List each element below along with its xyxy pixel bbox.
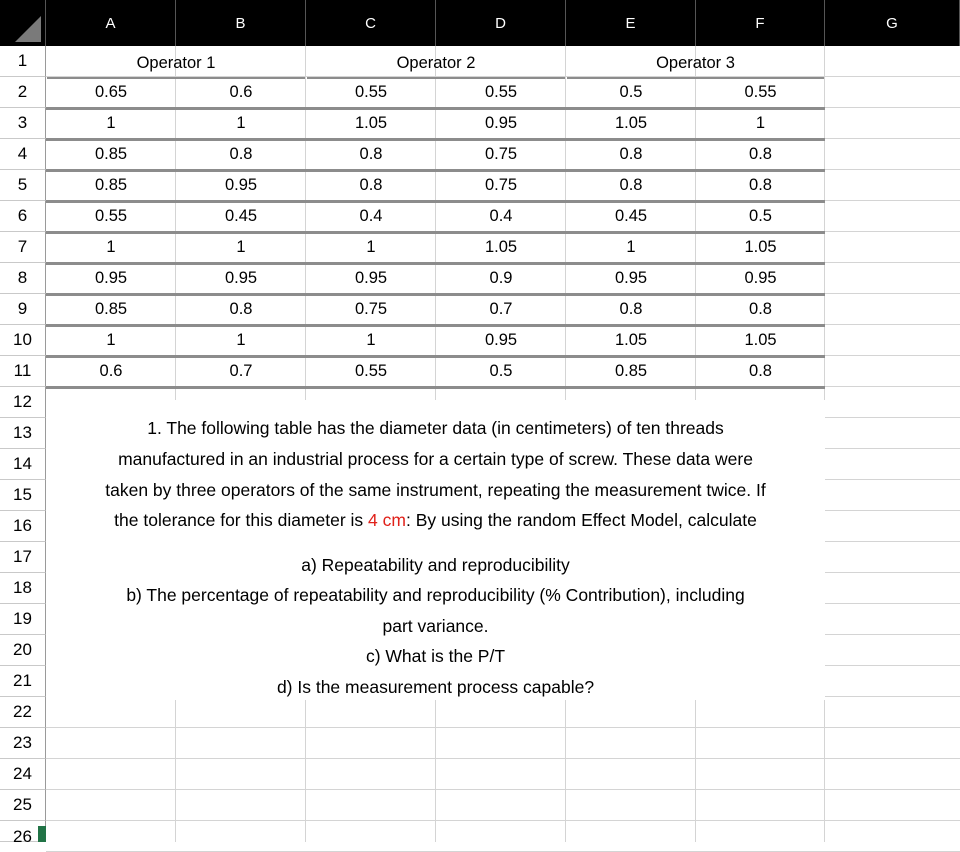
row-gridline <box>46 820 960 821</box>
row-header-2[interactable]: 2 <box>0 77 46 108</box>
data-cell[interactable]: 0.8 <box>749 300 772 318</box>
data-cell[interactable]: 1.05 <box>744 331 777 349</box>
data-cell[interactable]: 0.55 <box>354 362 388 380</box>
data-cell[interactable]: 0.8 <box>619 145 643 163</box>
row-header-18[interactable]: 18 <box>0 573 46 604</box>
data-cell[interactable]: 1 <box>236 331 246 349</box>
row-header-14[interactable]: 14 <box>0 449 46 480</box>
data-cell[interactable]: 0.95 <box>484 114 518 132</box>
problem-line-1: 1. The following table has the diameter data (in centimeters) of ten threads <box>147 418 724 438</box>
row-header-1[interactable]: 1 <box>0 46 46 77</box>
data-cell[interactable]: 0.8 <box>359 145 383 163</box>
data-cell[interactable]: 0.75 <box>484 145 518 163</box>
data-cell[interactable]: 0.4 <box>489 207 513 225</box>
data-cell[interactable]: 0.45 <box>224 207 258 225</box>
data-cell[interactable]: 1 <box>236 114 246 132</box>
row-header-22[interactable]: 22 <box>0 697 46 728</box>
row-header-12[interactable]: 12 <box>0 387 46 418</box>
row-header-23[interactable]: 23 <box>0 728 46 759</box>
data-cell[interactable]: 1.05 <box>354 114 388 132</box>
row-header-21[interactable]: 21 <box>0 666 46 697</box>
data-cell[interactable]: 1.05 <box>614 331 648 349</box>
data-cell[interactable]: 0.85 <box>94 145 128 163</box>
data-cell[interactable]: 0.55 <box>484 83 518 101</box>
column-header-d[interactable]: D <box>436 0 566 46</box>
data-cell[interactable]: 0.55 <box>94 207 128 225</box>
row-header-19[interactable]: 19 <box>0 604 46 635</box>
data-cell[interactable]: 0.6 <box>99 362 123 380</box>
data-cell[interactable]: 0.85 <box>94 300 128 318</box>
select-all-corner[interactable] <box>0 0 46 46</box>
row-header-6[interactable]: 6 <box>0 201 46 232</box>
problem-line-4-start: the tolerance for this diameter is <box>114 510 369 530</box>
data-cell[interactable]: 1.05 <box>744 238 777 256</box>
row-gridline <box>46 758 960 759</box>
row-header-10[interactable]: 10 <box>0 325 46 356</box>
row-header-16[interactable]: 16 <box>0 511 46 542</box>
row-header-8[interactable]: 8 <box>0 263 46 294</box>
data-cell[interactable]: 0.45 <box>614 207 648 225</box>
data-cell[interactable]: 0.65 <box>94 83 128 101</box>
column-header-g[interactable]: G <box>825 0 960 46</box>
data-cell[interactable]: 0.95 <box>94 269 128 287</box>
data-cell[interactable]: 1 <box>626 238 636 256</box>
row-header-4[interactable]: 4 <box>0 139 46 170</box>
data-cell[interactable]: 0.75 <box>354 300 388 318</box>
row-header-7[interactable]: 7 <box>0 232 46 263</box>
problem-line-4 <box>46 509 825 531</box>
row-header-13[interactable]: 13 <box>0 418 46 449</box>
data-cell[interactable]: 1 <box>366 238 376 256</box>
data-cell[interactable]: 0.5 <box>489 362 513 380</box>
problem-text-box[interactable] <box>46 400 825 700</box>
data-cell[interactable]: 1.05 <box>484 238 518 256</box>
data-cell[interactable]: 1 <box>755 114 766 132</box>
row-header-20[interactable]: 20 <box>0 635 46 666</box>
row-header-5[interactable]: 5 <box>0 170 46 201</box>
row-header-24[interactable]: 24 <box>0 759 46 790</box>
data-cell[interactable]: 0.7 <box>229 362 253 380</box>
data-cell[interactable]: 0.9 <box>489 269 513 287</box>
problem-line-3: taken by three operators of the same instrument, repeating the measurement twice. If <box>105 480 766 500</box>
data-cell[interactable]: 0.55 <box>744 83 777 101</box>
operator-header-2: Operator 2 <box>396 53 476 72</box>
data-cell[interactable]: 0.8 <box>359 176 383 194</box>
column-header-b[interactable]: B <box>176 0 306 46</box>
problem-line-4-end: : By using the random Effect Model, calculate <box>405 510 757 530</box>
data-cell[interactable]: 0.4 <box>359 207 383 225</box>
column-header-f[interactable]: F <box>696 0 825 46</box>
row-header-11[interactable]: 11 <box>0 356 46 387</box>
data-cell[interactable]: 0.5 <box>619 83 643 101</box>
data-cell[interactable]: 0.8 <box>749 145 772 163</box>
data-cell[interactable]: 0.8 <box>229 145 253 163</box>
data-cell[interactable]: 1 <box>106 238 116 256</box>
data-cell[interactable]: 0.8 <box>749 362 772 380</box>
data-cell[interactable]: 0.7 <box>489 300 513 318</box>
column-header-e[interactable]: E <box>566 0 696 46</box>
operator-header-1: Operator 1 <box>136 53 216 72</box>
row-separator <box>46 386 825 389</box>
data-cell[interactable]: 1 <box>106 114 116 132</box>
data-cell[interactable]: 1 <box>366 331 376 349</box>
row-header-3[interactable]: 3 <box>0 108 46 139</box>
data-cell[interactable]: 1 <box>106 331 116 349</box>
row-header-25[interactable]: 25 <box>0 790 46 821</box>
question-c: c) What is the P/T <box>365 646 506 666</box>
data-cell[interactable]: 0.85 <box>614 362 648 380</box>
data-cell[interactable]: 0.55 <box>354 83 388 101</box>
operator-header-3: Operator 3 <box>656 53 735 72</box>
question-a: a) Repeatability and reproducibility <box>301 555 570 575</box>
row-header-26[interactable]: 26 <box>0 821 46 842</box>
column-header-c[interactable]: C <box>306 0 436 46</box>
row-header-17[interactable]: 17 <box>0 542 46 573</box>
data-cell[interactable]: 0.8 <box>619 300 643 318</box>
data-cell[interactable]: 0.95 <box>614 269 648 287</box>
problem-line-2: manufactured in an industrial process for a certain type of screw. These data were <box>118 449 753 469</box>
question-b: b) The percentage of repeatability and reproducibility (% Contribution), including <box>126 585 745 605</box>
data-cell[interactable]: 0.95 <box>484 331 518 349</box>
data-cell[interactable]: 0.8 <box>749 176 772 194</box>
data-cell[interactable]: 0.95 <box>744 269 777 287</box>
tolerance-value: 4 cm <box>368 510 406 530</box>
row-gridline <box>46 727 960 728</box>
data-cell[interactable]: 0.95 <box>354 269 388 287</box>
data-cell[interactable]: 0.6 <box>229 83 253 101</box>
row-gridline <box>46 789 960 790</box>
row-header-9[interactable]: 9 <box>0 294 46 325</box>
question-d: d) Is the measurement process capable? <box>276 677 595 697</box>
column-header-a[interactable]: A <box>46 0 176 46</box>
data-cell[interactable]: 0.5 <box>749 207 772 225</box>
active-row-indicator <box>38 826 46 842</box>
data-cell[interactable]: 0.85 <box>94 176 128 194</box>
data-cell[interactable]: 1 <box>236 238 246 256</box>
data-cell[interactable]: 0.95 <box>224 176 258 194</box>
data-cell[interactable]: 0.95 <box>224 269 258 287</box>
data-cell[interactable]: 0.75 <box>484 176 518 194</box>
select-all-triangle-icon <box>15 16 41 42</box>
data-cell[interactable]: 1.05 <box>614 114 648 132</box>
row-header-15[interactable]: 15 <box>0 480 46 511</box>
data-cell[interactable]: 0.8 <box>229 300 253 318</box>
question-b-continued: part variance. <box>382 616 489 636</box>
data-cell[interactable]: 0.8 <box>619 176 643 194</box>
